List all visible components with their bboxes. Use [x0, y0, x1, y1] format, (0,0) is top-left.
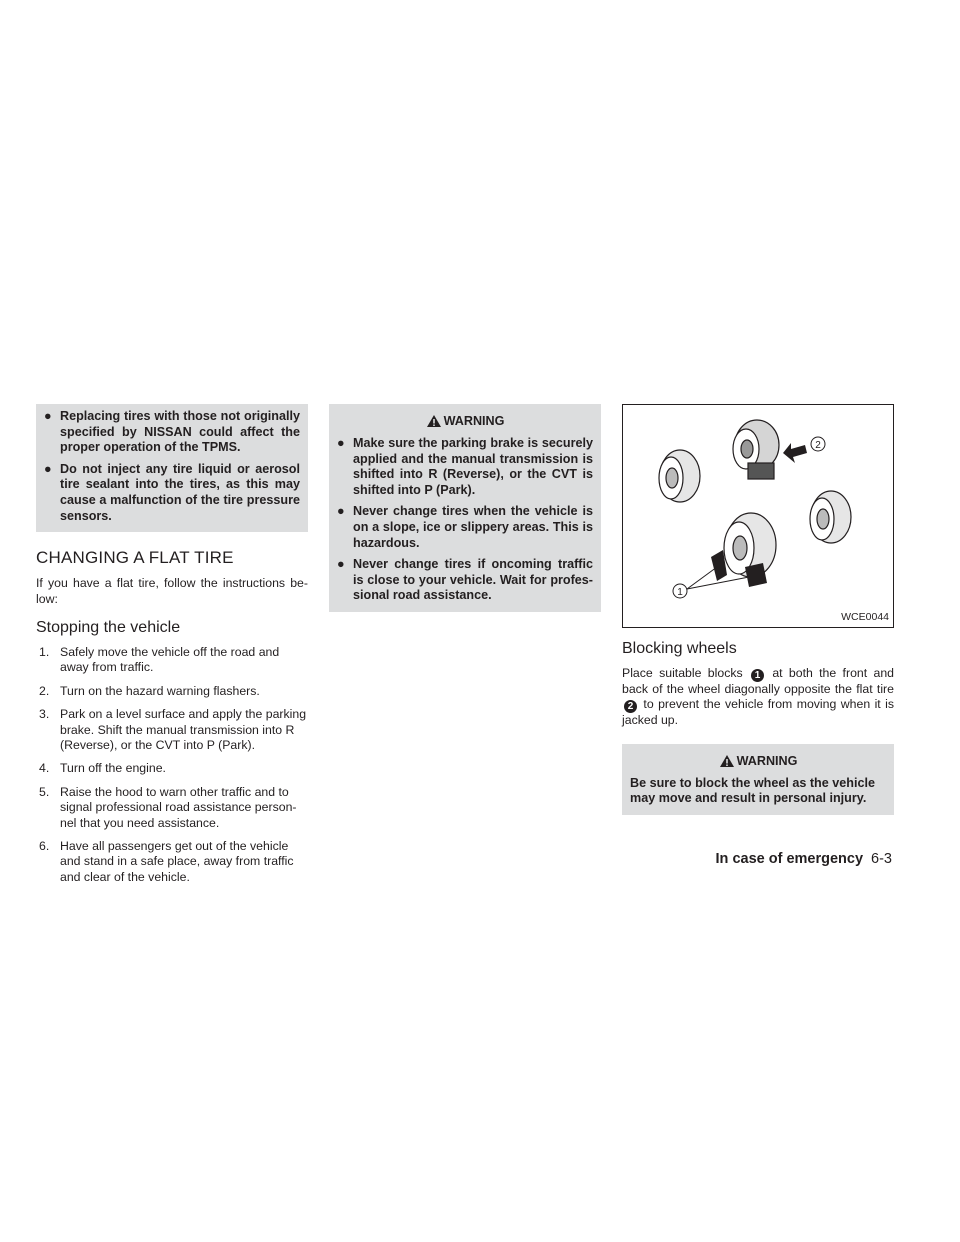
bullet-icon: ● [337, 436, 345, 450]
step-number: 6. [39, 839, 50, 854]
caution-box [36, 404, 308, 532]
list-item [36, 785, 308, 831]
step-text: Raise the hood to warn other traffic and to signal professional road assistance person-nel that you need assistance. [60, 784, 297, 830]
bullet-icon: ● [337, 504, 345, 519]
subsection-heading: Stopping the vehicle [36, 618, 181, 636]
bullet-icon: ● [337, 557, 345, 572]
bullet-icon: ● [44, 461, 52, 476]
left-column [36, 404, 308, 893]
callout-1-icon: 1 [751, 669, 764, 682]
step-text: Safely move the vehicle off the road and away from traffic. [60, 644, 280, 675]
list-item [36, 684, 308, 699]
caution-text: Replacing tires with those not originally specified by NISSAN could affect the proper operation of the TPMS. [60, 409, 300, 455]
callout-2-label: 2 [815, 440, 821, 451]
step-number: 2. [39, 683, 50, 698]
page-number: 6-3 [871, 851, 892, 867]
warning-icon [719, 754, 735, 768]
step-number: 3. [39, 707, 50, 722]
warning-list [337, 436, 593, 604]
list-item [36, 839, 308, 885]
list-item [337, 557, 593, 604]
step-number: 1. [39, 644, 50, 659]
step-number: 4. [39, 761, 50, 776]
page-footer [716, 851, 892, 867]
right-column [622, 404, 894, 815]
step-text: Turn off the engine. [60, 761, 166, 776]
step-text: Have all passengers get out of the vehicle and stand in a safe place, away from traffic and clear of the vehicle. [60, 839, 294, 884]
body-part-1: Place suitable blocks [622, 666, 743, 680]
body-part-3: to prevent the vehicle from moving when it is jacked up. [622, 697, 895, 728]
intro-text: If you have a flat tire, follow the instructions be-low: [36, 576, 308, 606]
bullet-icon: ● [44, 409, 52, 423]
middle-column [329, 404, 601, 612]
list-item [337, 436, 593, 498]
list-item [36, 707, 308, 753]
figure-label: WCE0044 [841, 611, 889, 623]
step-text: Park on a level surface and apply the parking brake. Shift the manual transmission into R (Reverse), or the CVT into P (Park). [60, 707, 307, 752]
section-heading: CHANGING A FLAT TIRE [36, 548, 234, 568]
list-item [36, 645, 308, 676]
wheel-blocking-figure [622, 404, 894, 628]
wheels-illustration [623, 405, 893, 627]
subsection-heading: Blocking wheels [622, 640, 737, 657]
blocking-text [622, 666, 894, 729]
list-item [337, 504, 593, 551]
warning-text: Be sure to block the wheel as the vehicle may move and result in personal injury. [630, 775, 875, 806]
warning-box [622, 744, 894, 815]
step-text: Turn on the hazard warning flashers. [60, 683, 260, 698]
steps-list [36, 645, 308, 885]
warning-item-text: Make sure the parking brake is securely applied and the manual transmission is shifted into R (Reverse), or the CVT is shifted into P (Park). [353, 436, 593, 497]
caution-text: Do not inject any tire liquid or aerosol tire sealant into the tires, as this may cause a malfunction of the tire pressure sensors. [60, 461, 300, 523]
list-item [44, 409, 300, 456]
step-number: 5. [39, 784, 50, 799]
caution-list [44, 409, 300, 524]
warning-item-text: Never change tires when the vehicle is on a slope, ice or slippery areas. This is hazardous. [353, 504, 593, 550]
warning-item-text: Never change tires if oncoming traffic is close to your vehicle. Wait for profes-sional road assistance. [353, 557, 593, 603]
callout-1-label: 1 [677, 587, 683, 598]
warning-icon [426, 414, 442, 428]
list-item [36, 761, 308, 776]
warning-box [329, 404, 601, 612]
warning-title: WARNING [736, 753, 798, 768]
callout-2-icon: 2 [624, 700, 637, 713]
body-part-2: at both the front and back of the wheel diagonally opposite the flat tire [622, 666, 895, 696]
warning-header [630, 749, 886, 776]
warning-title: WARNING [443, 414, 505, 428]
list-item [44, 462, 300, 524]
section-name: In case of emergency [715, 851, 864, 867]
warning-header [337, 409, 593, 436]
